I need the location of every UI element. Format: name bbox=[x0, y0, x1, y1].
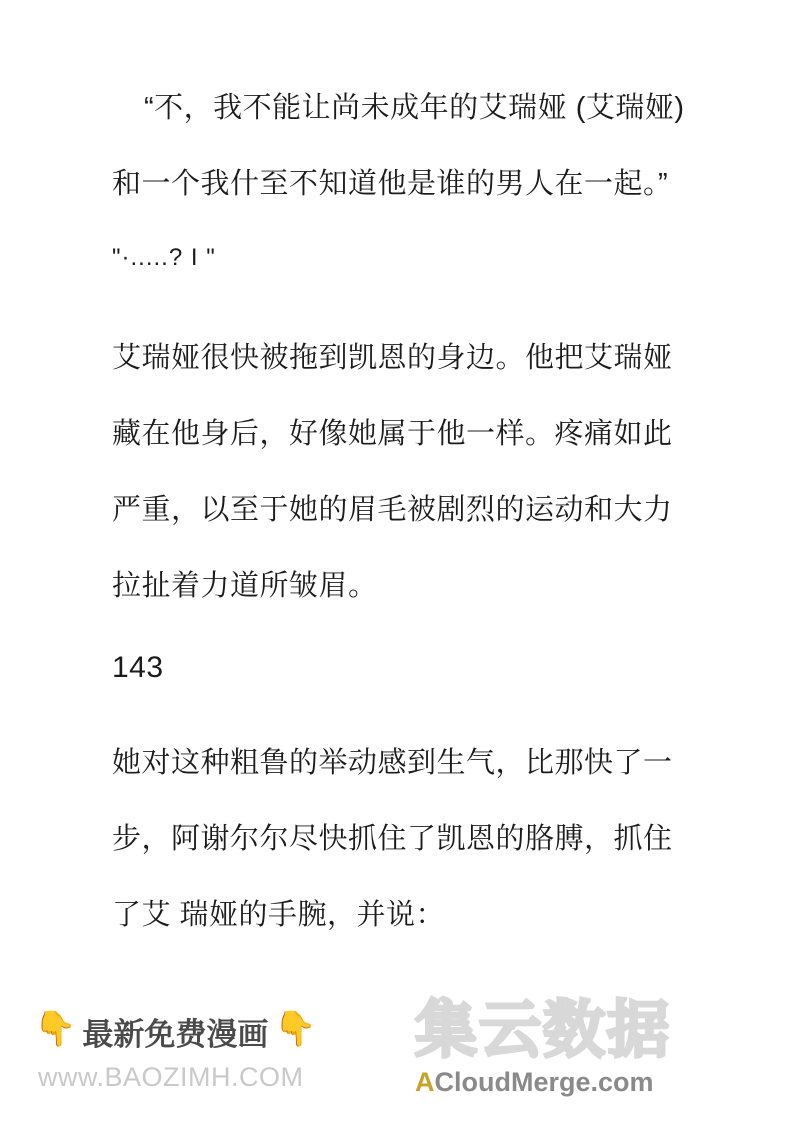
acloudmerge-watermark-english bbox=[415, 1066, 775, 1098]
pointing-down-hand-icon-left: 👇 bbox=[34, 1010, 77, 1048]
acloudmerge-accent-letter: A bbox=[415, 1067, 435, 1097]
baozimh-watermark-row bbox=[34, 1002, 334, 1060]
footer-watermarks bbox=[0, 990, 793, 1122]
paragraph-4-container bbox=[112, 648, 692, 688]
paragraph-5-container bbox=[112, 725, 692, 953]
acloudmerge-watermark-chinese: 集云数据 bbox=[415, 996, 672, 1065]
page-number-143: 143 bbox=[112, 651, 164, 684]
baozimh-watermark-url: www.BAOZIMH.COM bbox=[38, 1062, 304, 1092]
acloudmerge-watermark bbox=[415, 996, 775, 1112]
acloudmerge-rest-text: CloudMerge.com bbox=[434, 1067, 654, 1097]
baozimh-watermark-text: 最新免费漫画 bbox=[82, 1016, 269, 1052]
paragraph-2-container bbox=[112, 238, 692, 278]
paragraph-3: 艾瑞娅很快被拖到凯恩的身边。他把艾瑞娅藏在他身后，好像她属于他一样。疼痛如此严重，以至于她的眉毛被剧烈的运动和大力拉扯着力道所皱眉。 bbox=[112, 342, 673, 602]
paragraph-1-container bbox=[112, 70, 692, 222]
paragraph-3-container bbox=[112, 320, 692, 624]
paragraph-5: 她对这种粗鲁的举动感到生气，比那快了一步，阿谢尔尔尽快抓住了凯恩的胳膊，抓住了艾 瑞娅的手腕，并说： bbox=[112, 747, 673, 931]
paragraph-2: "·.....? I " bbox=[112, 244, 216, 271]
pointing-down-hand-icon-right: 👇 bbox=[274, 1010, 317, 1048]
paragraph-1: “不，我不能让尚未成年的艾瑞娅 (艾瑞娅)和一个我什至不知道他是谁的男人在一起。” bbox=[112, 92, 685, 200]
baozimh-watermark bbox=[34, 1002, 334, 1108]
